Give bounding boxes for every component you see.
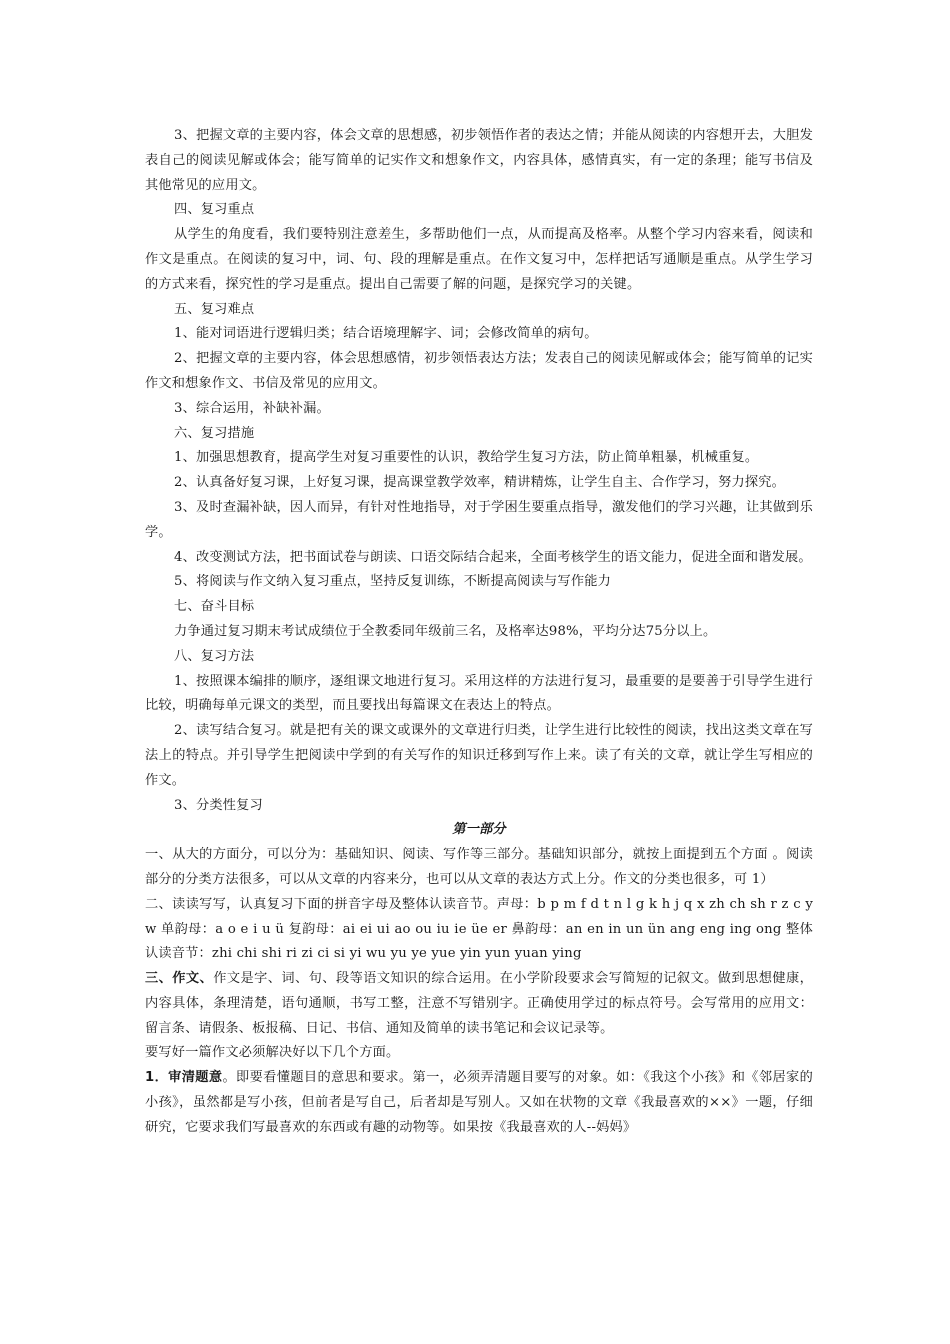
paragraph: 3、分类性复习	[174, 797, 263, 813]
paragraph: 从学生的角度看，我们要特别注意差生，多帮助他们一点，从而提高及格率。从整个学习内容来看，阅读和作文是重点。在阅读的复习中，词、句、段的理解是重点。在作文复习中，怎样把话写通顺是重点。从学生学习的方式来看，探究性的学习是重点。提出自己需要了解的问题，是探究学习的关键。	[145, 227, 813, 292]
paragraph: 5、将阅读与作文纳入复习重点，坚持反复训练，不断提高阅读与写作能力	[174, 574, 611, 590]
paragraph: 1、按照课本编排的顺序，逐组课文地进行复习。采用这样的方法进行复习，最重要的是要善于引导学生进行比较，明确每单元课文的类型，而且要找出每篇课文在表达上的特点。	[145, 673, 813, 714]
paragraph: 3、及时查漏补缺，因人而异，有针对性地指导，对于学困生要重点指导，激发他们的学习兴趣，让其做到乐学。	[145, 499, 813, 540]
paragraph: 2、认真备好复习课，上好复习课，提高课堂教学效率，精讲精炼，让学生自主、合作学习，努力探究。	[174, 475, 786, 491]
section-one: 一、从大的方面分，可以分为：基础知识、阅读、写作等三部分。基础知识部分，就按上面提到五个方面 。阅读部分的分类方法很多，可以从文章的内容来分，也可以从文章的表达方式上分。作文的分类也很多，可 1）	[145, 847, 813, 887]
document-page	[145, 124, 813, 1141]
item-one	[145, 1066, 813, 1140]
heading-review-difficulty: 五、复习难点	[174, 301, 255, 317]
heading-goals: 七、奋斗目标	[174, 599, 255, 615]
paragraph: 2、读写结合复习。就是把有关的课文或课外的文章进行归类，让学生进行比较性的阅读，找出这类文章在写法上的特点。并引导学生把阅读中学到的有关写作的知识迁移到写作上来。读了有关的文章，就让学生写相应的作文。	[145, 723, 813, 788]
paragraph: 力争通过复习期末考试成绩位于全教委同年级前三名，及格率达98%，平均分达75分以上。	[174, 623, 717, 639]
section-two-pinyin: 二、读读写写，认真复习下面的拼音字母及整体认读音节。声母：b p m f d t n l g k h j q x zh ch sh r z c y w 单韵母：a o e i u ü 复韵母：ai ei ui ao ou iu ie üe er 鼻韵母：an en in un ün ang eng ing ong 整体认读音节：zhi chi shi ri zi ci si yi wu yu ye yue yin yun yuan ying	[145, 896, 813, 962]
heading-review-measures: 六、复习措施	[174, 425, 255, 441]
heading-review-focus: 四、复习重点	[174, 202, 255, 218]
paragraph: 1、加强思想教育，提高学生对复习重要性的认识，教给学生复习方法，防止简单粗暴，机械重复。	[174, 450, 759, 466]
item-one-lead: 1．审清题意	[145, 1070, 223, 1086]
section-three-lead: 三、作文、	[145, 971, 214, 987]
paragraph: 2、把握文章的主要内容，体会思想感情，初步领悟表达方法；发表自己的阅读见解或体会；能写简单的记实作文和想象作文、书信及常见的应用文。	[145, 351, 813, 391]
paragraph: 3、综合运用，补缺补漏。	[174, 400, 330, 416]
paragraph: 4、改变测试方法，把书面试卷与朗读、口语交际结合起来，全面考核学生的语文能力，促进全面和谐发展。	[174, 549, 812, 565]
heading-review-methods: 八、复习方法	[174, 648, 255, 664]
part-title: 第一部分	[452, 822, 506, 838]
item-one-body: 。即要看懂题目的意思和要求。第一，必须弄清题目要写的对象。如：《我这个小孩》和《邻居家的小孩》，虽然都是写小孩，但前者是写自己，后者却是写别人。又如在状物的文章《我最喜欢的××》一题，仔细研究，它要求我们写最喜欢的东西或有趣的动物等。如果按《我最喜欢的人--妈妈》	[145, 1070, 813, 1135]
section-three-tail: 要写好一篇作文必须解决好以下几个方面。	[145, 1045, 400, 1061]
paragraph: 3、把握文章的主要内容，体会文章的思想感，初步领悟作者的表达之情；并能从阅读的内容想开去，大胆发表自己的阅读见解或体会；能写简单的记实作文和想象作文，内容具体，感情真实，有一定的条理；能写书信及其他常见的应用文。	[145, 128, 813, 193]
section-three	[145, 967, 813, 1041]
paragraph: 1、能对词语进行逻辑归类；结合语境理解字、词；会修改简单的病句。	[174, 326, 598, 342]
section-three-body: 作文是字、词、句、段等语文知识的综合运用。在小学阶段要求会写简短的记叙文。做到思想健康，内容具体，条理清楚，语句通顺，书写工整，注意不写错别字。正确使用学过的标点符号。会写常用的应用文：留言条、请假条、板报稿、日记、书信、通知及简单的读书笔记和会议记录等。	[145, 971, 814, 1036]
